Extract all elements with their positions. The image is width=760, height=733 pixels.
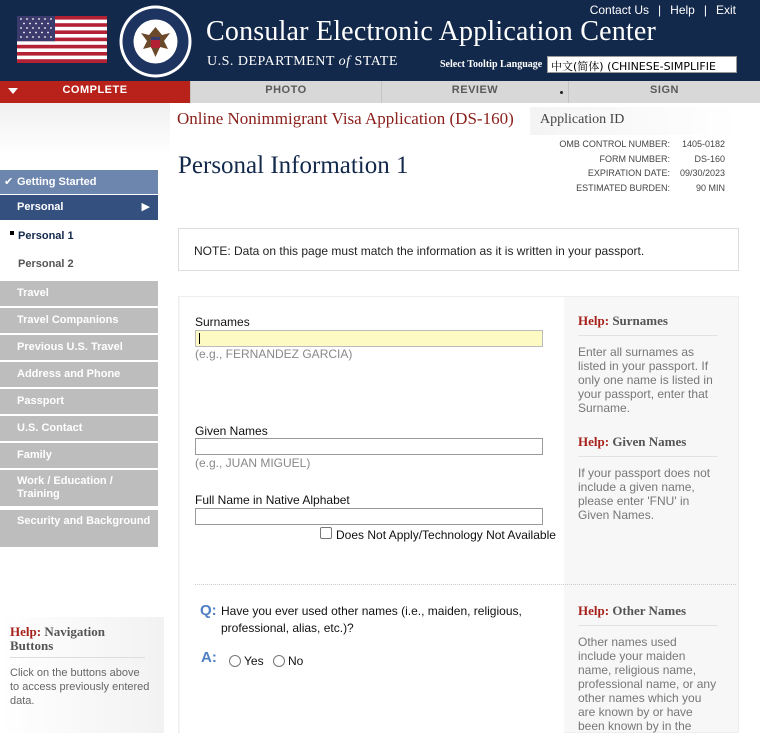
omb-row — [520, 166, 725, 181]
tab-sign[interactable]: SIGN — [568, 81, 760, 103]
omb-value: 90 MIN — [695, 182, 725, 193]
help-prefix: Help: — [578, 434, 610, 449]
progress-tabs — [0, 81, 760, 103]
omb-row — [520, 181, 725, 196]
help-given-names-heading: Given Names — [612, 434, 687, 449]
sidebar-item-getting-started[interactable] — [0, 170, 158, 194]
radio-circle[interactable] — [273, 655, 285, 667]
divider — [578, 456, 718, 457]
help-other-names-heading: Other Names — [612, 603, 687, 618]
help-given-names-text: If your passport does not include a given name, please enter 'FNU' in Given Names. — [578, 466, 711, 522]
divider — [578, 625, 718, 626]
given-names-hint: (e.g., JUAN MIGUEL) — [195, 456, 311, 470]
omb-label: EXPIRATION DATE: — [587, 168, 670, 178]
application-id-box — [530, 107, 738, 135]
section-divider — [195, 584, 736, 585]
dept-prefix: U.S. DEPARTMENT — [207, 54, 335, 69]
help-surnames-title — [578, 313, 718, 329]
sidebar-item-us-contact[interactable]: U.S. Contact — [0, 416, 158, 441]
personal-info-form — [178, 296, 739, 733]
sidebar-item-passport[interactable]: Passport — [0, 389, 158, 414]
us-flag-icon — [17, 16, 107, 63]
does-not-apply-checkbox[interactable] — [320, 528, 556, 542]
dot-icon — [560, 91, 563, 94]
question-marker: Q: — [200, 602, 217, 619]
answer-marker: A: — [201, 649, 217, 666]
help-prefix: Help: — [578, 603, 610, 618]
omb-value: 1405-0182 — [681, 139, 725, 149]
native-name-label: Full Name in Native Alphabet — [195, 493, 350, 507]
chevron-right-icon: ▶ — [141, 201, 150, 213]
other-names-question: Have you ever used other names (i.e., maiden, religious, professional, alias, etc.)? — [221, 604, 522, 635]
surnames-label: Surnames — [195, 315, 250, 329]
form-fields-column — [180, 297, 564, 733]
sidebar-item-travel[interactable]: Travel — [0, 281, 158, 306]
tab-complete[interactable] — [0, 81, 190, 103]
sidebar-item-security-and-background[interactable]: Security and Background — [0, 510, 158, 547]
help-prefix: Help: — [10, 624, 42, 639]
other-names-yes-radio[interactable] — [229, 654, 264, 668]
state-department-seal-icon — [119, 5, 192, 78]
dept-suffix: STATE — [354, 54, 398, 69]
omb-row — [520, 152, 725, 167]
help-given-names — [578, 434, 718, 522]
site-title: Consular Electronic Application Center — [206, 16, 657, 47]
passport-note: NOTE: Data on this page must match the information as it is written in your passport. — [178, 228, 739, 271]
sidebar-item-personal-2[interactable]: Personal 2 — [0, 250, 158, 278]
sidebar-fade — [0, 103, 170, 153]
help-given-names-title — [578, 434, 718, 450]
caret-down-icon — [8, 88, 18, 94]
contact-us-link[interactable]: Contact Us — [589, 3, 650, 17]
tab-complete-label: COMPLETE — [62, 84, 128, 96]
exit-link[interactable]: Exit — [715, 3, 736, 17]
sidebar-item-label: Getting Started — [17, 176, 97, 188]
application-title: Online Nonimmigrant Visa Application (DS-160) — [177, 109, 514, 128]
omb-label: ESTIMATED BURDEN: — [576, 182, 670, 193]
radio-circle[interactable] — [229, 655, 241, 667]
navigation-help-panel — [0, 617, 164, 733]
check-icon: ✔ — [4, 176, 14, 188]
link-separator: | — [703, 3, 707, 17]
divider — [578, 335, 718, 336]
sidebar-item-label: Personal — [17, 201, 64, 213]
navigation-help-heading: Navigation Buttons — [10, 624, 105, 653]
omb-info — [520, 137, 725, 195]
omb-row — [520, 137, 725, 152]
page-title: Personal Information 1 — [178, 152, 409, 179]
sidebar-item-previous-us-travel[interactable]: Previous U.S. Travel — [0, 335, 158, 360]
divider — [10, 657, 145, 658]
surnames-input[interactable] — [195, 330, 543, 347]
does-not-apply-label: Does Not Apply/Technology Not Available — [336, 528, 556, 542]
other-names-no-radio[interactable] — [273, 654, 303, 668]
text-caret — [199, 333, 200, 344]
department-name — [207, 54, 398, 70]
help-surnames-heading: Surnames — [612, 313, 668, 328]
help-link[interactable]: Help — [670, 3, 695, 17]
sidebar-item-label: Personal 1 — [18, 230, 74, 242]
help-surnames — [578, 313, 718, 415]
yes-label: Yes — [244, 654, 264, 668]
sidebar-item-travel-companions[interactable]: Travel Companions — [0, 308, 158, 333]
current-marker-icon — [10, 231, 14, 235]
omb-label: OMB CONTROL NUMBER: — [559, 139, 670, 149]
help-prefix: Help: — [578, 313, 610, 328]
omb-label: FORM NUMBER: — [599, 153, 670, 164]
link-separator: | — [658, 3, 662, 17]
help-other-names-text: Other names used include your maiden name, religious name, professional name, or any other names which you are known by or have been known by in the — [578, 635, 717, 733]
sidebar-item-address-and-phone[interactable]: Address and Phone — [0, 362, 158, 387]
sidebar-item-work-education-training[interactable]: Work / Education / Training — [0, 470, 158, 506]
help-other-names-title — [578, 603, 718, 619]
tab-review[interactable]: REVIEW — [381, 81, 568, 103]
native-name-input[interactable] — [195, 508, 543, 525]
omb-value: DS-160 — [694, 153, 725, 164]
no-label: No — [288, 654, 304, 668]
help-other-names — [578, 603, 718, 733]
sidebar-item-personal-1[interactable] — [0, 222, 158, 250]
given-names-input[interactable] — [195, 438, 543, 455]
application-id-label: Application ID — [540, 112, 625, 127]
navigation-help-text: Click on the buttons above to access previously entered data. — [10, 667, 150, 707]
sidebar-item-personal[interactable] — [0, 195, 158, 220]
site-header — [0, 0, 760, 81]
sidebar-item-family[interactable]: Family — [0, 443, 158, 468]
top-links — [590, 3, 736, 17]
tooltip-language-select[interactable]: 中文(简体) (CHINESE-SIMPLIFIE — [547, 56, 737, 73]
help-surnames-text: Enter all surnames as listed in your passport. If only one name is listed in your passport, enter that Surname. — [578, 345, 713, 415]
given-names-label: Given Names — [195, 424, 268, 438]
tab-photo[interactable]: PHOTO — [190, 81, 381, 103]
surnames-hint: (e.g., FERNANDEZ GARCIA) — [195, 347, 353, 361]
navigation-help-title — [10, 625, 150, 653]
omb-value: 09/30/2023 — [679, 168, 725, 178]
dept-of: of — [338, 54, 351, 69]
checkbox-box[interactable] — [320, 527, 332, 539]
tooltip-language-label: Select Tooltip Language — [440, 59, 543, 70]
